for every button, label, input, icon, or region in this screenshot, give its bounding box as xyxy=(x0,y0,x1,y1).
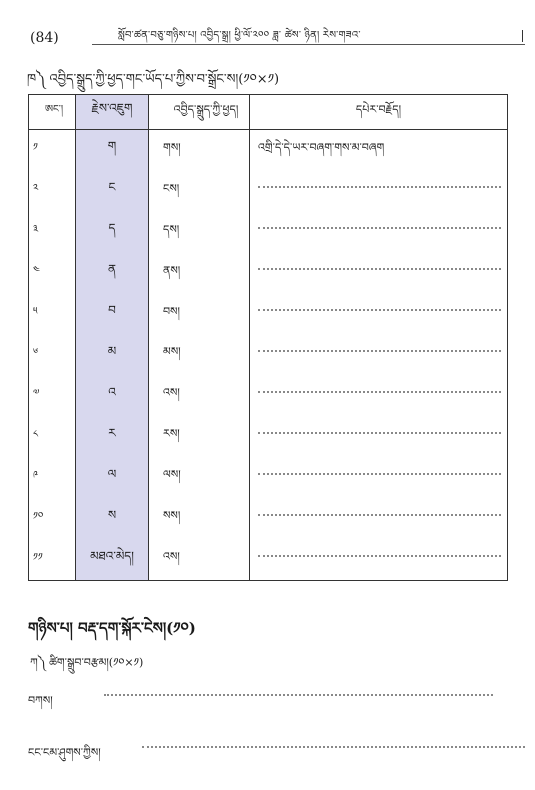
example-answer-cell: འགྲི་དེ་དེ་ཡར་བཞག་གས་མ་བཞག xyxy=(250,130,508,171)
section-2-title: གཉིས་པ། བརྡ་དག་སྐོར་ངེས།(༡༠) xyxy=(28,619,196,637)
example-answer-cell[interactable] xyxy=(250,375,508,416)
suffix-letter: མ xyxy=(76,335,149,376)
syllable-form: ནས། xyxy=(149,253,250,294)
syllable-form: ངས། xyxy=(149,171,250,212)
example-answer-cell[interactable] xyxy=(250,335,508,376)
suffix-letter: ལ xyxy=(76,457,149,498)
suffix-letter: བ xyxy=(76,294,149,335)
header-end-bar xyxy=(522,30,523,42)
dotted-answer-line xyxy=(258,308,501,311)
table-row xyxy=(29,457,508,498)
row-number: ༩ xyxy=(29,457,76,498)
table-row xyxy=(29,375,508,416)
syllable-form: བས། xyxy=(149,294,250,335)
suffix-letter: ར xyxy=(76,416,149,457)
suffix-letter: མཐའ་མེད། xyxy=(76,539,149,581)
page-number: (84) xyxy=(30,30,59,46)
dotted-answer-line xyxy=(258,513,501,516)
table-row xyxy=(29,253,508,294)
header-rule xyxy=(92,44,525,45)
syllable-form: རས། xyxy=(149,416,250,457)
row-number: ༧ xyxy=(29,375,76,416)
table-row xyxy=(29,294,508,335)
column-header-suffix: རྗེས་འཇུག xyxy=(76,95,149,130)
dotted-answer-line xyxy=(258,390,501,393)
row-number: ༡ xyxy=(29,130,76,171)
column-header-example: དཔེར་བརྗོད། xyxy=(250,95,508,130)
row-number: ༢ xyxy=(29,171,76,212)
example-answer-cell[interactable] xyxy=(250,212,508,253)
running-header: སློབ་ཚན་བཅུ་གཉིས་པ། འབྱིད་སྒྲ། ཕྱི་ལོ་༢༠༠ ཟླ་ ཚེས་ ཉིན། རེས་གཟའ་ xyxy=(118,30,361,41)
column-header-number: ཨང་། xyxy=(29,95,76,130)
dotted-answer-line xyxy=(258,226,501,229)
syllable-form: གས། xyxy=(149,130,250,171)
table-row xyxy=(29,130,508,171)
row-number: ༡༡ xyxy=(29,539,76,581)
dotted-answer-line xyxy=(258,472,501,475)
dotted-answer-line xyxy=(258,431,501,434)
dotted-answer-line xyxy=(258,554,501,557)
example-answer-cell[interactable] xyxy=(250,294,508,335)
table-row xyxy=(29,335,508,376)
suffix-letter: ན xyxy=(76,253,149,294)
section-1-instruction: ཁ༽ འབྱིད་སྒྲུད་ཀྱི་ཕྱད་གང་ཡོད་པ་ཀྱིས་བ་སྒྲོང་ས།(༡༠×༡) xyxy=(27,72,280,87)
suffix-letter: ད xyxy=(76,212,149,253)
syllable-form: དས། xyxy=(149,212,250,253)
row-number: ༨ xyxy=(29,416,76,457)
suffix-letter: ང xyxy=(76,171,149,212)
example-answer-cell[interactable] xyxy=(250,498,508,539)
example-answer-cell[interactable] xyxy=(250,457,508,498)
table-row xyxy=(29,212,508,253)
dotted-answer-line xyxy=(258,349,501,352)
row-number: ༥ xyxy=(29,294,76,335)
row-number: ༣ xyxy=(29,212,76,253)
row-number: ༤ xyxy=(29,253,76,294)
syllable-form: ལས། xyxy=(149,457,250,498)
syllable-form: འས། xyxy=(149,539,250,581)
suffix-letter: ག xyxy=(76,130,149,171)
answer-line-2-label: ངང་ངམ་ཤུགས་ཀྱིས། xyxy=(28,746,101,759)
dotted-answer-line xyxy=(258,185,501,188)
row-number: ༡༠ xyxy=(29,498,76,539)
row-number: ༦ xyxy=(29,335,76,376)
answer-line-1[interactable] xyxy=(104,693,493,696)
example-answer-cell[interactable] xyxy=(250,416,508,457)
syllable-form: འས། xyxy=(149,375,250,416)
table-row xyxy=(29,539,508,581)
exercise-table xyxy=(28,94,508,581)
table-row xyxy=(29,171,508,212)
answer-line-1-label: བཀས། xyxy=(28,694,53,707)
suffix-letter: འ xyxy=(76,375,149,416)
column-header-syllable: འབྱིད་སྒྲུད་ཀྱི་ཕྱད། xyxy=(149,95,250,130)
example-answer-cell[interactable] xyxy=(250,539,508,581)
table-header-row xyxy=(29,95,508,130)
dotted-answer-line xyxy=(258,267,501,270)
example-answer-cell[interactable] xyxy=(250,171,508,212)
syllable-form: མས། xyxy=(149,335,250,376)
syllable-form: སས། xyxy=(149,498,250,539)
table-row xyxy=(29,416,508,457)
table-row xyxy=(29,498,508,539)
answer-line-2[interactable] xyxy=(142,745,525,748)
section-2-subtitle: ཀ༽ ཚིག་སྒྲུབ་བརྩམ།(༡༠×༡) xyxy=(30,656,144,669)
example-answer-cell[interactable] xyxy=(250,253,508,294)
suffix-letter: ས xyxy=(76,498,149,539)
